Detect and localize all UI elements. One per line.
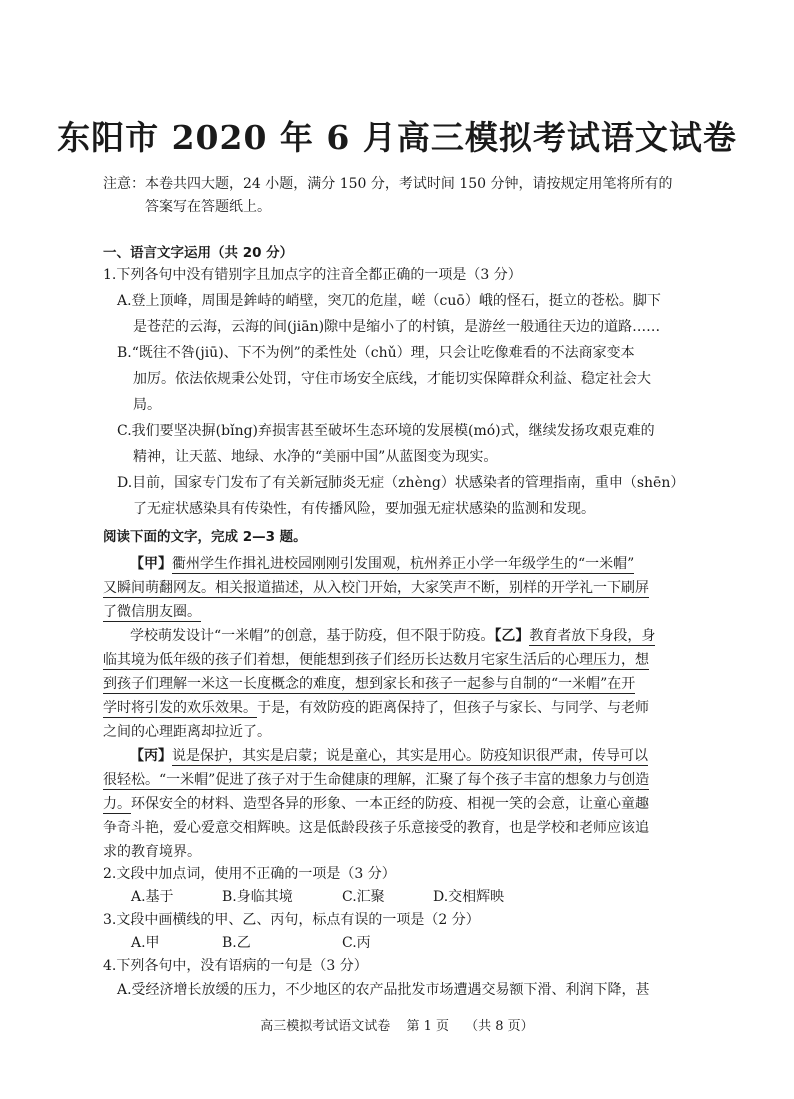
question-1-option-d: D.目前，国家专门发布了有关新冠肺炎无症（zhèng）状感染者的管理指南，重申（shēn） <box>117 475 685 491</box>
underlined-sentence-bing-cont: 很轻松。“一米帽”促进了孩子对于生命健康的理解，汇聚了每个孩子丰富的想象力与创造 <box>103 772 650 788</box>
reading-heading: 阅读下面的文字，完成 2—3 题。 <box>103 529 307 545</box>
question-2-option-a: A.基于 <box>131 889 174 905</box>
page-title: 东阳市 2020 年 6 月高三模拟考试语文试卷 <box>57 118 737 157</box>
question-2-stem: 2.文段中加点词，使用不正确的一项是（3 分） <box>103 866 396 882</box>
underlined-sentence-jia: 衢州学生作揖礼进校园刚刚引发围观，杭州养正小学一年级学生的“一米帽” <box>172 556 635 572</box>
passage-para-2-line-1 <box>130 628 655 644</box>
question-3-option-b: B.乙 <box>222 935 251 951</box>
question-2-option-b: B.身临其境 <box>222 889 293 905</box>
footer-exam-name: 高三模拟考试语文试卷 <box>260 1019 391 1034</box>
notice-line-2: 答案写在答题纸上。 <box>145 199 271 215</box>
passage-text: 于是，有效防疫的距离保持了，但孩子与家长、与同学、与老师 <box>257 700 649 716</box>
section-heading-1: 一、语言文字运用（共 20 分） <box>103 245 294 261</box>
passage-para-2-line-3 <box>103 676 635 692</box>
underlined-sentence-yi: 教育者放下身段，身 <box>529 628 656 644</box>
passage-para-2-line-5: 之间的心理距离却拉近了。 <box>103 724 271 740</box>
question-1-stem: 1.下列各句中没有错别字且加点字的注音全都正确的一项是（3 分） <box>103 267 522 283</box>
passage-para-1-line-3 <box>103 604 201 620</box>
passage-para-1-line-1 <box>130 556 634 572</box>
question-1-option-c-cont: 精神，让天蓝、地绿、水净的“美丽中国”从蓝图变为现实。 <box>133 449 498 465</box>
question-3-option-c: C.丙 <box>342 935 371 951</box>
passage-para-3-line-3 <box>103 796 649 812</box>
underlined-sentence-bing: 说是保护，其实是启蒙；说是童心，其实是用心。防疫知识很严肃，传导可以 <box>172 748 648 764</box>
question-1-option-b: B.“既往不咎(jiū)、下不为例”的柔性处（chǔ）理，只会让吃像难看的不法商家变本 <box>117 345 635 361</box>
question-1-option-a: A.登上顶峰，周围是鉾峙的峭壁，突兀的危崖，嵯（cuō）峨的怪石，挺立的苍松。脚下 <box>117 293 661 309</box>
page-footer <box>0 1015 794 1034</box>
passage-para-3-line-2 <box>103 772 649 788</box>
underlined-sentence-yi-cont: 临其境为低年级的孩子们着想，便能想到孩子们经历长达数月宅家生活后的心理压力，想 <box>103 652 649 668</box>
passage-para-3-line-4: 争奇斗艳，爱心爱意交相辉映。这是低龄段孩子乐意接受的教育，也是学校和老师应该追 <box>103 820 649 836</box>
mark-bing: 【丙】 <box>130 748 172 764</box>
underlined-sentence-jia-end: 了微信朋友圈。 <box>103 604 201 620</box>
question-1-option-b-cont: 加厉。依法依规秉公处罚，守住市场安全底线，才能切实保障群众利益、稳定社会大 <box>133 371 651 387</box>
question-1-option-b-cont-2: 局。 <box>133 397 161 413</box>
underlined-sentence-jia-cont: 又瞬间萌翻网友。相关报道描述，从入校门开始，大家笑声不断，别样的开学礼一下刷屏 <box>103 580 649 596</box>
question-4-stem: 4.下列各句中，没有语病的一句是（3 分） <box>103 958 368 974</box>
question-3-stem: 3.文段中画横线的甲、乙、丙句，标点有误的一项是（2 分） <box>103 912 480 928</box>
passage-para-1-line-2 <box>103 580 649 596</box>
passage-para-2-line-4 <box>103 700 649 716</box>
question-2-option-c: C.汇聚 <box>342 889 385 905</box>
mark-jia: 【甲】 <box>130 556 172 572</box>
passage-para-3-line-1 <box>130 748 648 764</box>
passage-para-3-line-5: 求的教育境界。 <box>103 844 201 860</box>
passage-text: 环保安全的材料、造型各异的形象、一本正经的防疫、相视一笑的会意，让童心童趣 <box>131 796 649 812</box>
footer-total-pages: （共 8 页） <box>465 1019 534 1034</box>
mark-yi: 【乙】 <box>494 628 530 644</box>
underlined-sentence-bing-end: 力。 <box>103 796 131 812</box>
question-2-option-d: D.交相辉映 <box>433 889 505 905</box>
question-1-option-d-cont: 了无症状感染具有传染性，有传播风险，要加强无症状感染的监测和发现。 <box>133 501 595 517</box>
question-4-option-a: A.受经济增长放缓的压力，不少地区的农产品批发市场遭遇交易额下滑、利润下降，甚 <box>117 982 650 998</box>
question-1-option-c: C.我们要坚决摒(bǐng)弃损害甚至破坏生态环境的发展模(mó)式，继续发扬攻艰克难的 <box>117 423 655 439</box>
question-1-option-a-cont: 是苍茫的云海，云海的间(jiān)隙中是缩小了的村镇，是游丝一般通往天边的道路…… <box>133 319 661 335</box>
passage-text: 学校萌发设计“一米帽”的创意，基于防疫，但不限于防疫。 <box>130 628 495 644</box>
footer-page-number: 第 1 页 <box>406 1019 449 1034</box>
question-3-option-a: A.甲 <box>131 935 160 951</box>
notice-line-1: 注意：本卷共四大题，24 小题，满分 150 分，考试时间 150 分钟，请按规定用笔将所有的 <box>103 176 673 192</box>
passage-para-2-line-2 <box>103 652 649 668</box>
underlined-sentence-yi-end: 学时将引发的欢乐效果。 <box>103 700 257 716</box>
underlined-sentence-yi-cont-2: 到孩子们理解一米这一长度概念的难度，想到家长和孩子一起参与自制的“一米帽”在开 <box>103 676 636 692</box>
